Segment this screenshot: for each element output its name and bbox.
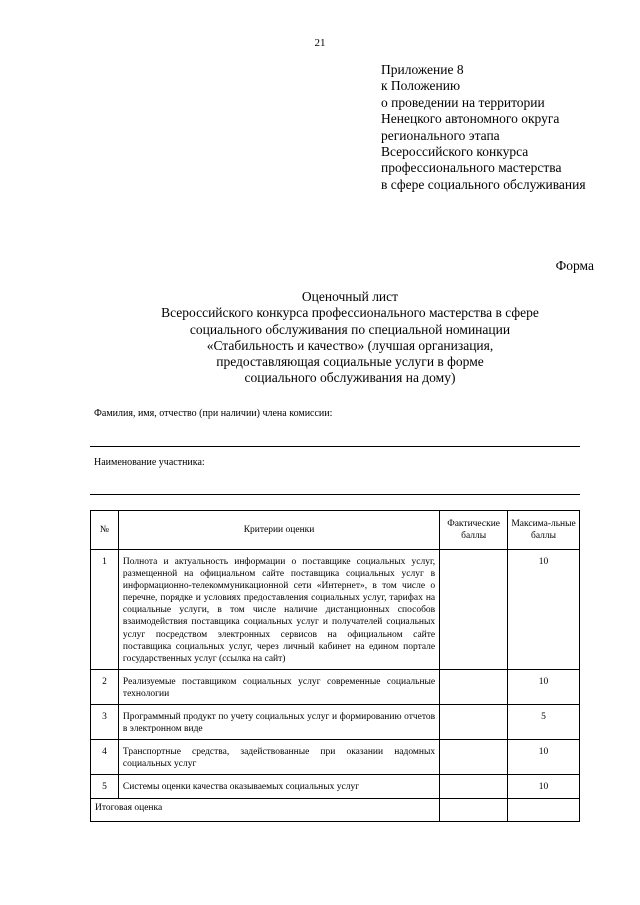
appendix-line: регионального этапа bbox=[381, 127, 500, 143]
title-line: Оценочный лист bbox=[301, 289, 399, 304]
max-score: 10 bbox=[508, 775, 580, 798]
commission-member-line[interactable] bbox=[90, 446, 580, 447]
header-actual-score: Фактические баллы bbox=[440, 511, 508, 550]
commission-member-label: Фамилия, имя, отчество (при наличии) члена комиссии: bbox=[94, 408, 333, 419]
document-title bbox=[0, 289, 640, 387]
criterion-text: Системы оценки качества оказываемых социальных услуг bbox=[118, 775, 439, 798]
appendix-line: Всероссийского конкурса bbox=[381, 144, 529, 160]
participant-name-label: Наименование участника: bbox=[94, 457, 205, 468]
title-line: предоставляющая социальные услуги в форме bbox=[216, 354, 484, 370]
actual-score-cell[interactable] bbox=[440, 705, 508, 740]
appendix-line: к Положению bbox=[381, 78, 461, 94]
criterion-text: Программный продукт по учету социальных услуг и формированию отчетов в электронном виде bbox=[118, 705, 439, 740]
row-number: 2 bbox=[91, 669, 119, 704]
max-score: 10 bbox=[508, 740, 580, 775]
title-line: социального обслуживания по специальной номинации bbox=[189, 321, 511, 337]
row-number: 3 bbox=[91, 705, 119, 740]
page-number: 21 bbox=[314, 37, 326, 49]
title-line: социального обслуживания на дому) bbox=[244, 370, 456, 386]
header-criteria: Критерии оценки bbox=[118, 511, 439, 550]
max-score: 5 bbox=[508, 705, 580, 740]
appendix-line: Приложение 8 bbox=[381, 62, 464, 77]
form-label: Форма bbox=[555, 258, 594, 273]
row-number: 4 bbox=[91, 740, 119, 775]
participant-name-line[interactable] bbox=[90, 494, 580, 495]
appendix-line: Ненецкого автономного округа bbox=[381, 111, 560, 127]
total-label: Итоговая оценка bbox=[91, 798, 440, 821]
actual-score-cell[interactable] bbox=[440, 669, 508, 704]
table-row bbox=[91, 740, 580, 775]
table-row bbox=[91, 550, 580, 670]
header-max-score: Максима-льные баллы bbox=[508, 511, 580, 550]
actual-score-cell[interactable] bbox=[440, 550, 508, 670]
criterion-text: Транспортные средства, задействованные при оказании надомных социальных услуг bbox=[118, 740, 439, 775]
total-row bbox=[91, 798, 580, 821]
appendix-line: профессионального мастерства bbox=[381, 160, 562, 176]
appendix-line: о проведении на территории bbox=[381, 94, 545, 110]
title-line: «Стабильность и качество» (лучшая организация, bbox=[206, 337, 494, 353]
max-score: 10 bbox=[508, 550, 580, 670]
table-row bbox=[91, 705, 580, 740]
max-score: 10 bbox=[508, 669, 580, 704]
total-max-cell bbox=[508, 798, 580, 821]
header-number: № bbox=[91, 511, 119, 550]
appendix-line: в сфере социального обслуживания bbox=[381, 176, 586, 192]
appendix-header bbox=[381, 62, 586, 193]
criterion-text: Реализуемые поставщиком социальных услуг современные социальные технологии bbox=[118, 669, 439, 704]
row-number: 1 bbox=[91, 550, 119, 670]
criterion-text: Полнота и актуальность информации о поставщике социальных услуг, размещенной на официальном сайте поставщика социальных услуг в информационно-телекоммуникационной сети «Интернет», в том числе о перечне, порядке и условиях предоставления социальных услуг, тарифах на социальные услуги, в том числе наличие дистанционных способов взаимодействия поставщика социальных услуг и получателей социальных услуг посредством электронных сервисов на официальном сайте поставщика социальных услуг, через личный кабинет на едином портале государственных услуг (ссылка на сайт) bbox=[118, 550, 439, 670]
table-header-row bbox=[91, 511, 580, 550]
total-actual-cell[interactable] bbox=[440, 798, 508, 821]
actual-score-cell[interactable] bbox=[440, 775, 508, 798]
title-line: Всероссийского конкурса профессионального мастерства в сфере bbox=[161, 305, 539, 321]
evaluation-table bbox=[90, 510, 580, 822]
table-row bbox=[91, 669, 580, 704]
row-number: 5 bbox=[91, 775, 119, 798]
table-row bbox=[91, 775, 580, 798]
actual-score-cell[interactable] bbox=[440, 740, 508, 775]
